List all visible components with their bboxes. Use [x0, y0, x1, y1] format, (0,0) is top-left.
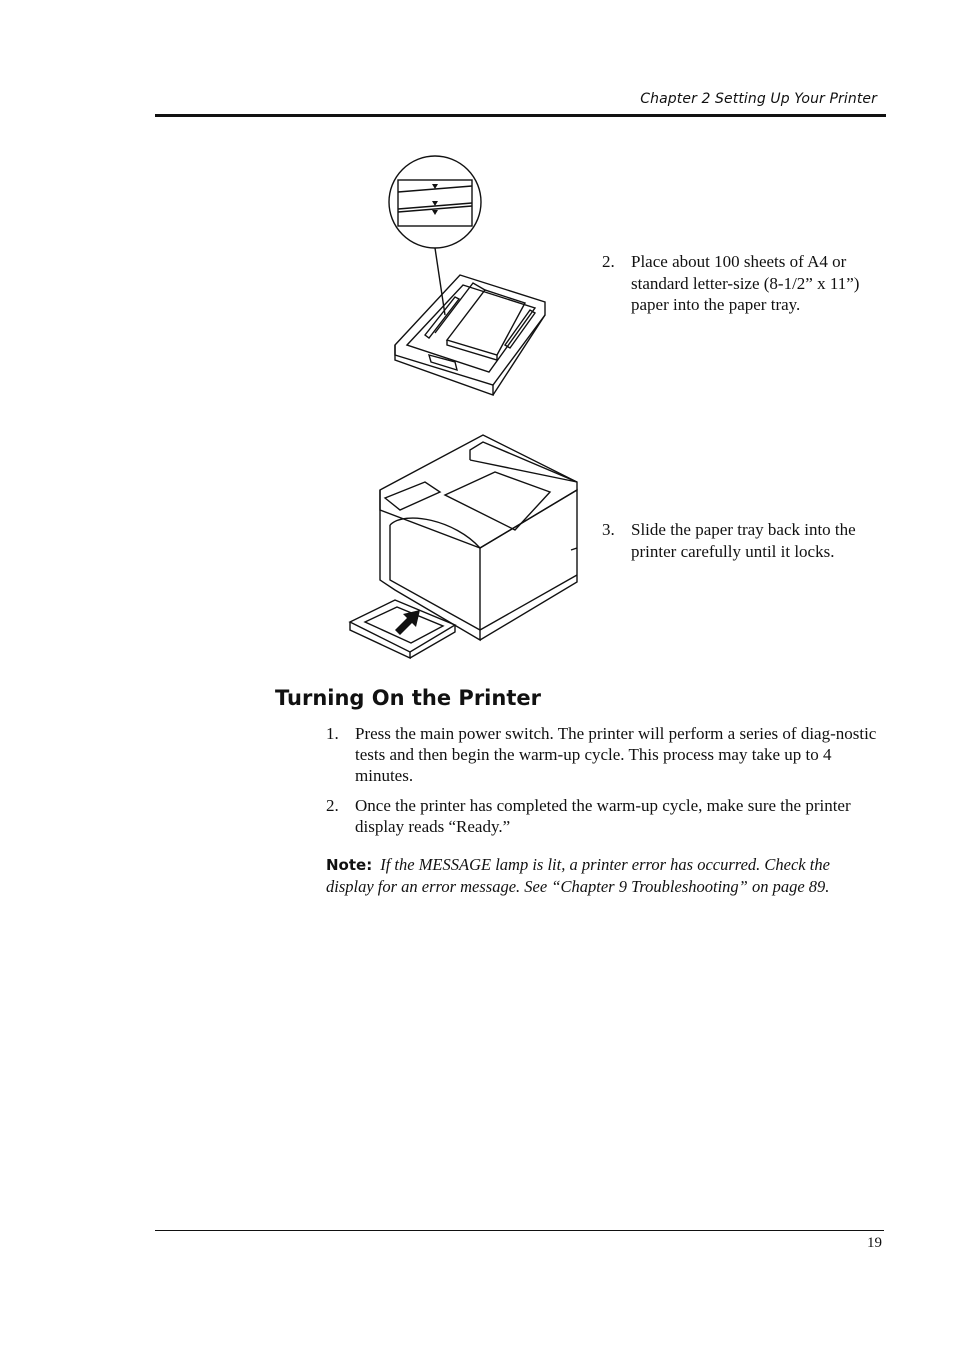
- step-3-top: [602, 519, 884, 562]
- footer-rule: [155, 1230, 884, 1231]
- note-text: If the MESSAGE lamp is lit, a printer error has occurred. Check the display for an error message. See “Chapter 9 Troubleshooting” on page 89.: [326, 855, 830, 896]
- running-header: Chapter 2 Setting Up Your Printer: [640, 91, 877, 107]
- paper-tray-illustration: [385, 150, 555, 405]
- list-text: Press the main power switch. The printer will perform a series of diag-nostic tests and then begin the warm-up cycle. This process may take up to 4 minutes.: [355, 724, 877, 785]
- list-text: Once the printer has completed the warm-up cycle, make sure the printer display reads “Ready.”: [355, 796, 851, 836]
- list-number: 2.: [326, 796, 339, 815]
- step-text: Place about 100 sheets of A4 or standard letter-size (8-1/2” x 11”) paper into the paper tray.: [631, 252, 860, 314]
- list-item-2: [326, 795, 882, 837]
- list-number: 1.: [326, 724, 339, 743]
- page-number: 19: [867, 1235, 882, 1251]
- note-label: Note:: [326, 856, 373, 874]
- header-rule: [155, 114, 886, 117]
- step-2-top: [602, 251, 877, 316]
- step-text: Slide the paper tray back into the printer carefully until it locks.: [631, 520, 856, 561]
- note-paragraph: [326, 854, 866, 897]
- step-number: 3.: [602, 520, 615, 539]
- section-heading: Turning On the Printer: [275, 686, 541, 710]
- list-item-1: [326, 723, 882, 786]
- step-number: 2.: [602, 252, 615, 271]
- printer-tray-insert-illustration: [345, 430, 585, 662]
